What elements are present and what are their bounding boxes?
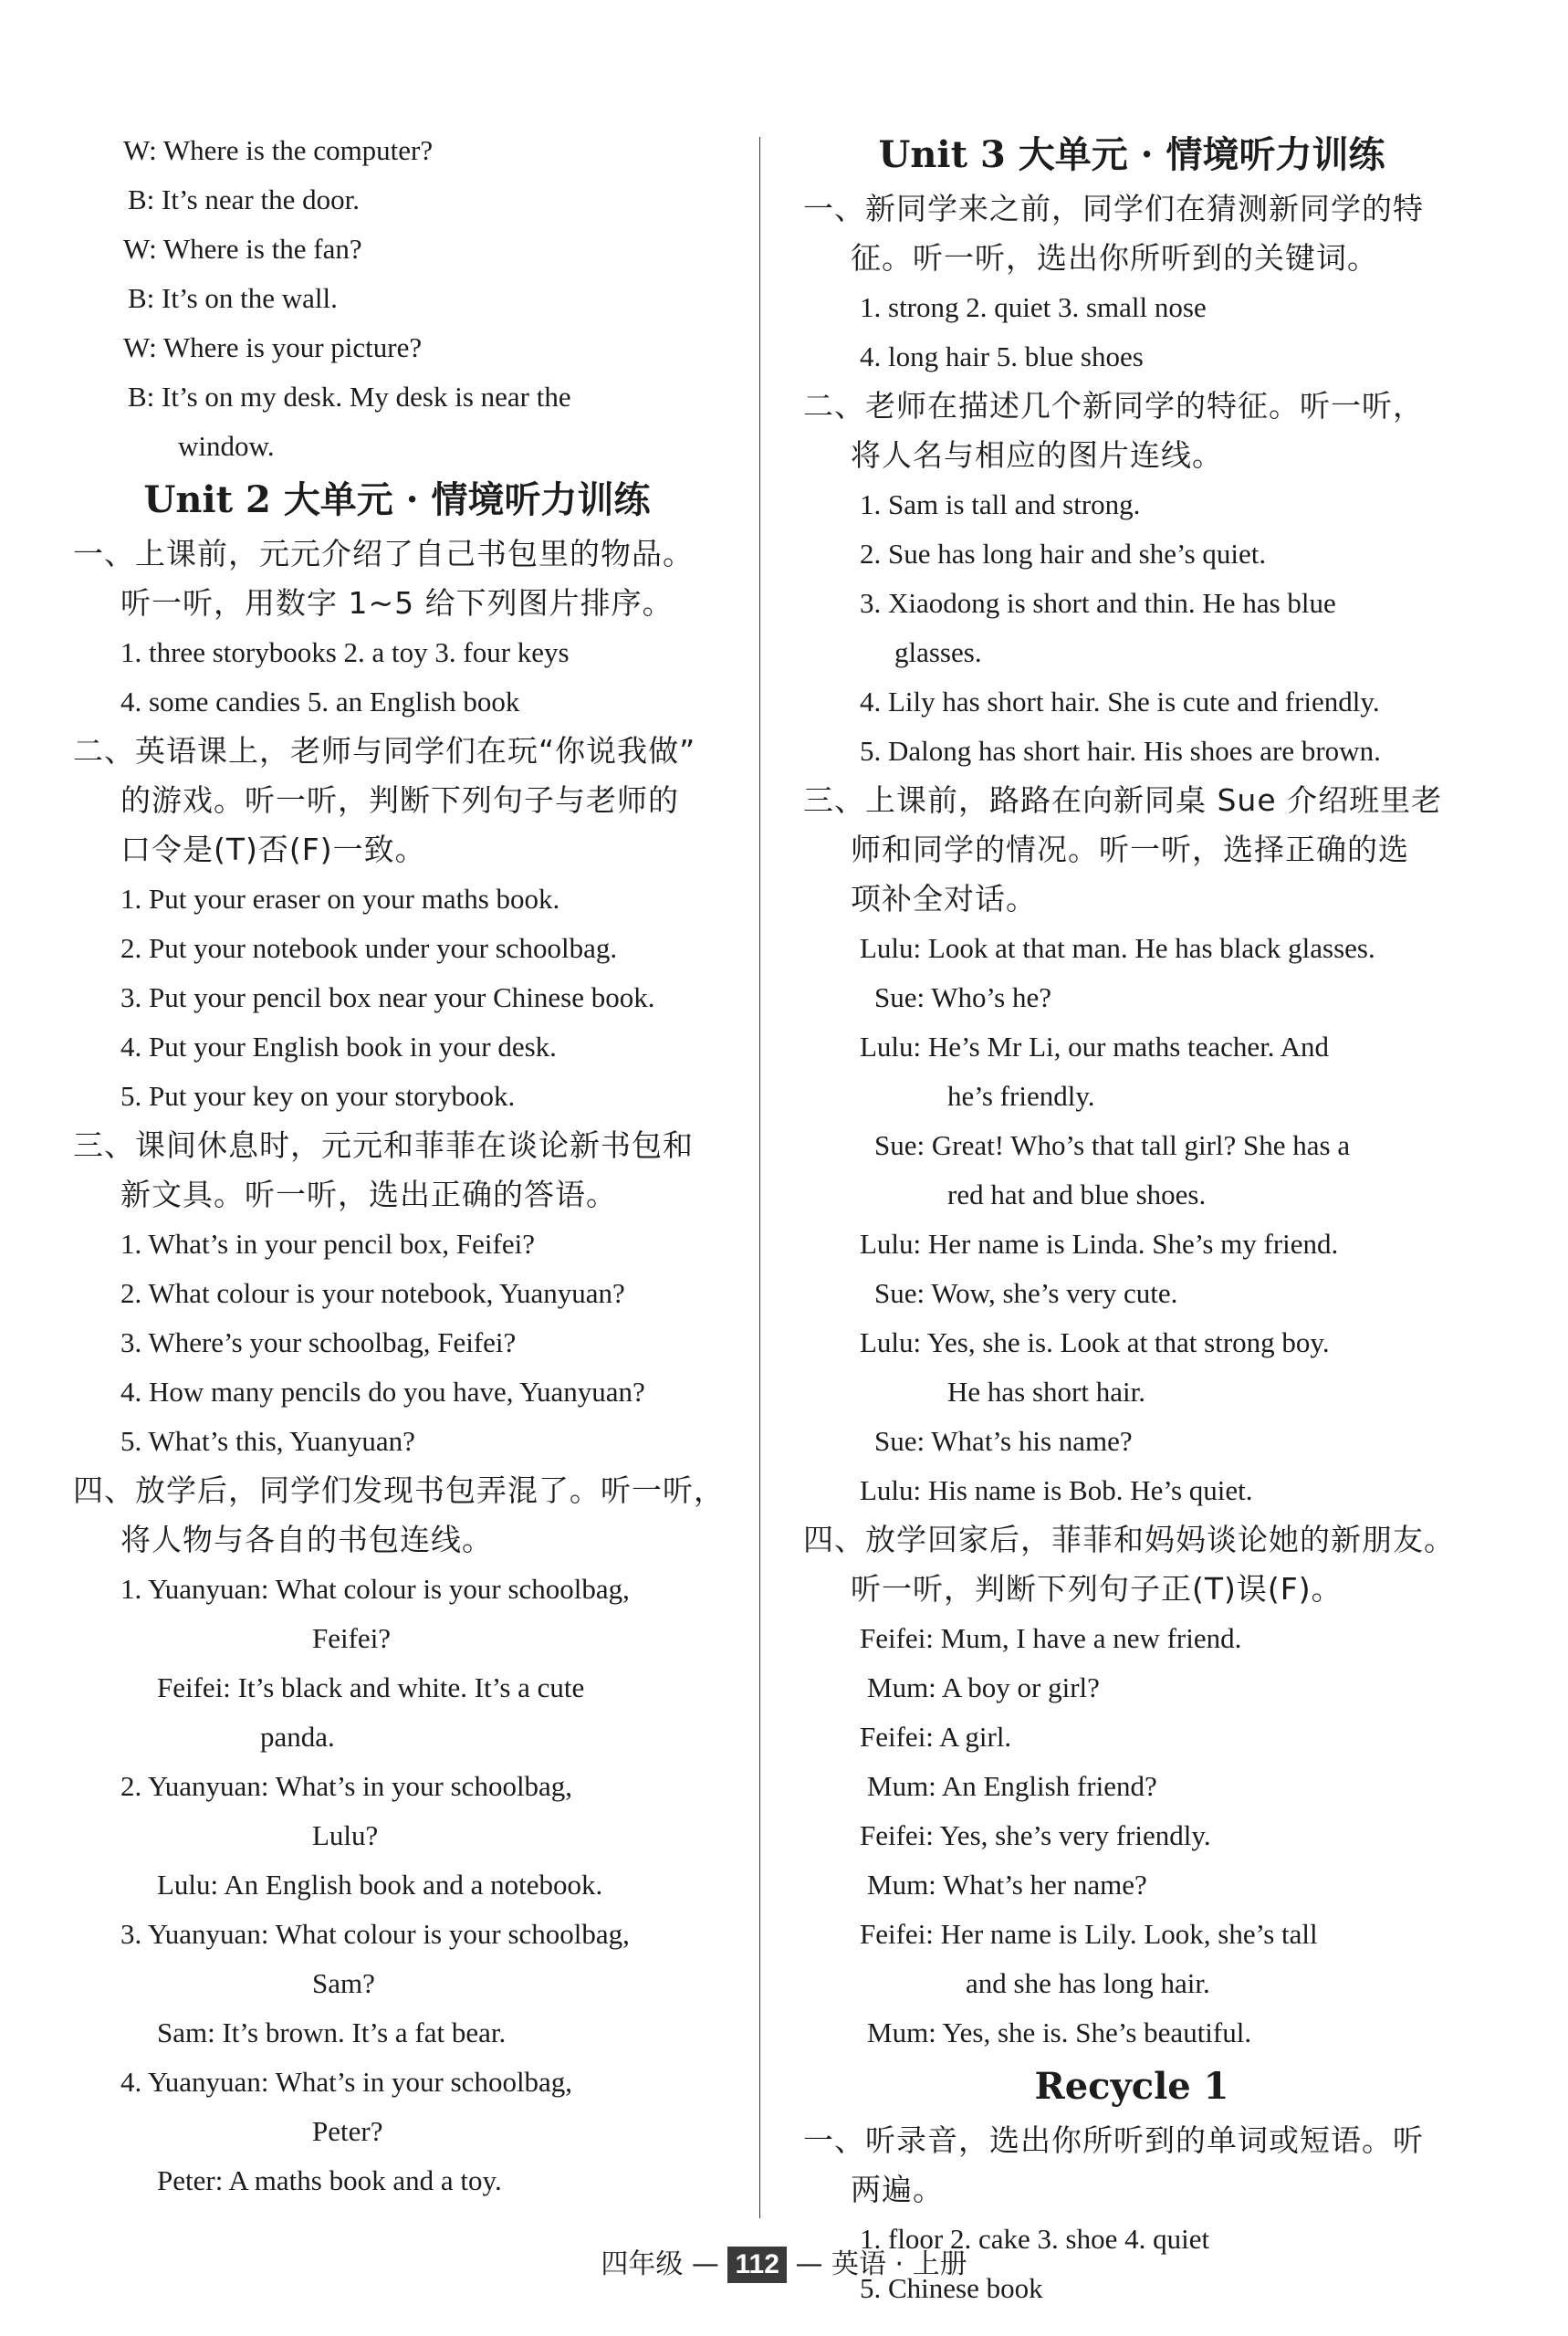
instruction-line: 的游戏。听一听，判断下列句子与老师的 <box>120 782 679 818</box>
text-line: 1. Put your eraser on your maths book. <box>120 883 560 915</box>
text-line: 1. Yuanyuan: What colour is your schoolbag, <box>120 1573 630 1605</box>
text-line: B: It’s on my desk. My desk is near the <box>128 381 571 413</box>
instruction-line: 项补全对话。 <box>851 881 1037 917</box>
text-line: he’s friendly. <box>947 1080 1095 1112</box>
text-line: Feifei? <box>312 1622 392 1654</box>
text-line: Sue: Great! Who’s that tall girl? She has a <box>874 1129 1351 1161</box>
text-line: W: Where is the fan? <box>123 233 362 265</box>
footer-subject: — 英语 · 上册 <box>795 2248 967 2280</box>
text-line: 3. Put your pencil box near your Chinese book. <box>120 981 655 1013</box>
text-line: red hat and blue shoes. <box>947 1178 1207 1210</box>
text-line: Peter? <box>312 2115 383 2147</box>
text-line: Lulu: Yes, she is. Look at that strong boy. <box>860 1326 1330 1358</box>
text-line: Sue: Who’s he? <box>874 981 1052 1013</box>
page-number: 112 <box>727 2247 786 2283</box>
text-line: 1. Sam is tall and strong. <box>860 488 1141 520</box>
text-line: 5. Chinese book <box>860 2272 1043 2304</box>
instruction-line: 征。听一听，选出你所听到的关键词。 <box>851 240 1378 276</box>
text-line: 4. Put your English book in your desk. <box>120 1031 557 1063</box>
instruction-line: 三、课间休息时，元元和菲菲在谈论新书包和 <box>73 1127 694 1163</box>
section-heading: Unit 2 大单元 · 情境听力训练 <box>143 478 651 521</box>
text-line: and she has long hair. <box>966 1967 1210 1999</box>
text-line: Lulu: Look at that man. He has black glasses. <box>860 932 1375 964</box>
text-line: window. <box>178 430 275 462</box>
text-line: Peter: A maths book and a toy. <box>157 2164 502 2196</box>
text-line: glasses. <box>894 636 982 668</box>
text-line: 2. Put your notebook under your schoolbag. <box>120 932 618 964</box>
footer-grade: 四年级 — <box>601 2248 719 2280</box>
text-line: Sue: Wow, she’s very cute. <box>874 1277 1178 1309</box>
text-line: 1. What’s in your pencil box, Feifei? <box>120 1228 535 1260</box>
text-line: B: It’s on the wall. <box>128 282 338 314</box>
text-line: 2. Yuanyuan: What’s in your schoolbag, <box>120 1770 573 1802</box>
instruction-line: 师和同学的情况。听一听，选择正确的选 <box>851 832 1409 867</box>
instruction-line: 听一听，用数字 1~5 给下列图片排序。 <box>120 585 674 621</box>
instruction-line: 一、上课前，元元介绍了自己书包里的物品。 <box>73 536 694 571</box>
instruction-line: 听一听，判断下列句子正(T)误(F)。 <box>851 1571 1343 1607</box>
text-line: Feifei: Mum, I have a new friend. <box>860 1622 1242 1654</box>
text-line: Feifei: Yes, she’s very friendly. <box>860 1819 1211 1851</box>
instruction-line: 三、上课前，路路在向新同桌 Sue 介绍班里老 <box>803 782 1443 818</box>
instruction-line: 新文具。听一听，选出正确的答语。 <box>120 1177 617 1212</box>
text-line: 5. Put your key on your storybook. <box>120 1080 516 1112</box>
text-line: B: It’s near the door. <box>128 183 360 215</box>
instruction-line: 二、英语课上，老师与同学们在玩“你说我做” <box>73 733 696 769</box>
text-line: Lulu: An English book and a notebook. <box>157 1869 603 1901</box>
instruction-line: 一、新同学来之前，同学们在猜测新同学的特 <box>803 191 1424 226</box>
text-line: 2. What colour is your notebook, Yuanyuan? <box>120 1277 625 1309</box>
text-line: 1. floor 2. cake 3. shoe 4. quiet <box>860 2223 1210 2255</box>
text-line: 3. Where’s your schoolbag, Feifei? <box>120 1326 517 1358</box>
text-line: 4. How many pencils do you have, Yuanyuan? <box>120 1376 645 1408</box>
text-line: W: Where is the computer? <box>123 134 434 166</box>
text-line: Mum: An English friend? <box>867 1770 1157 1802</box>
left-column <box>73 126 725 2205</box>
text-line: Mum: A boy or girl? <box>867 1671 1100 1703</box>
text-line: Sue: What’s his name? <box>874 1425 1133 1457</box>
instruction-line: 一、听录音，选出你所听到的单词或短语。听 <box>803 2122 1424 2158</box>
text-line: He has short hair. <box>947 1376 1145 1408</box>
text-line: Lulu: Her name is Linda. She’s my friend. <box>860 1228 1339 1260</box>
text-line: panda. <box>260 1721 335 1753</box>
text-line: 1. three storybooks 2. a toy 3. four keys <box>120 636 570 668</box>
instruction-line: 两遍。 <box>851 2172 944 2207</box>
section-heading: Unit 3 大单元 · 情境听力训练 <box>878 133 1385 176</box>
instruction-line: 二、老师在描述几个新同学的特征。听一听， <box>803 388 1424 424</box>
instruction-line: 将人物与各自的书包连线。 <box>120 1522 493 1557</box>
text-line: Lulu: His name is Bob. He’s quiet. <box>860 1474 1253 1506</box>
text-line: W: Where is your picture? <box>123 331 423 363</box>
instruction-line: 四、放学回家后，菲菲和妈妈谈论她的新朋友。 <box>803 1522 1455 1557</box>
section-heading: Recycle 1 <box>1034 2065 1229 2108</box>
text-line: Lulu? <box>312 1819 379 1851</box>
page-footer <box>0 2241 1568 2283</box>
text-line: 5. What’s this, Yuanyuan? <box>120 1425 415 1457</box>
text-line: 4. some candies 5. an English book <box>120 686 520 718</box>
text-line: 4. Yuanyuan: What’s in your schoolbag, <box>120 2066 573 2098</box>
text-line: 4. long hair 5. blue shoes <box>860 340 1144 372</box>
text-line: Sam: It’s brown. It’s a fat bear. <box>157 2017 507 2048</box>
right-column <box>803 126 1460 2313</box>
text-line: Mum: What’s her name? <box>867 1869 1147 1901</box>
text-line: Sam? <box>312 1967 375 1999</box>
text-line: 1. strong 2. quiet 3. small nose <box>860 291 1207 323</box>
column-divider <box>759 137 760 2218</box>
text-line: Mum: Yes, she is. She’s beautiful. <box>867 2017 1252 2048</box>
text-line: Lulu: He’s Mr Li, our maths teacher. And <box>860 1031 1329 1063</box>
text-line: 3. Xiaodong is short and thin. He has blue <box>860 587 1336 619</box>
instruction-line: 将人名与相应的图片连线。 <box>851 437 1223 473</box>
text-line: 3. Yuanyuan: What colour is your schoolbag, <box>120 1918 630 1950</box>
text-line: 4. Lily has short hair. She is cute and friendly. <box>860 686 1380 718</box>
instruction-line: 四、放学后，同学们发现书包弄混了。听一听， <box>73 1472 725 1508</box>
text-line: Feifei: A girl. <box>860 1721 1012 1753</box>
instruction-line: 口令是(T)否(F)一致。 <box>120 832 426 867</box>
text-line: 2. Sue has long hair and she’s quiet. <box>860 538 1267 570</box>
text-line: Feifei: It’s black and white. It’s a cute <box>157 1671 585 1703</box>
text-line: Feifei: Her name is Lily. Look, she’s tall <box>860 1918 1318 1950</box>
text-line: 5. Dalong has short hair. His shoes are brown. <box>860 735 1381 767</box>
